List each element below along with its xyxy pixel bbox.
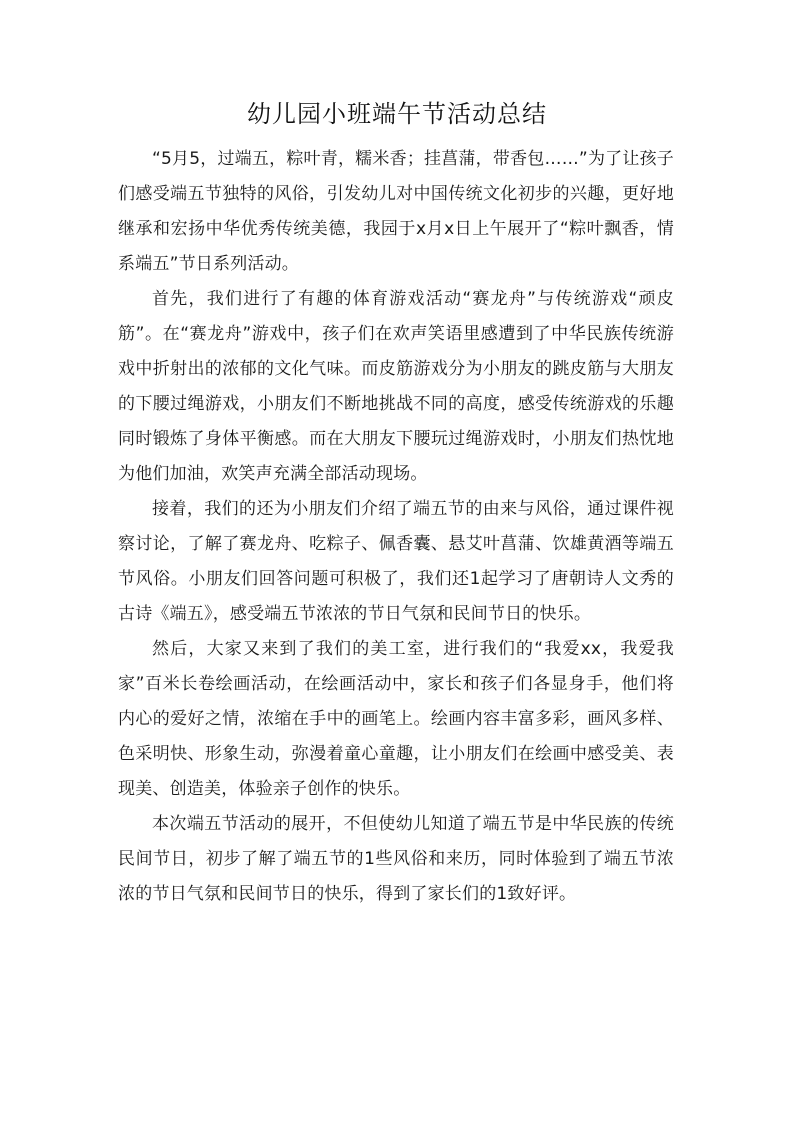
paragraph-intro: “5月5，过端五，粽叶青，糯米香；挂菖蒲，带香包……”为了让孩子们感受端五节独特的风俗，引发幼儿对中国传统文化初步的兴趣，更好地继承和宏扬中华优秀传统美德，我园于x月x日上午展开了“粽叶飘香，情系端五”节日系列活动。 [118,149,674,274]
document-body [118,142,674,912]
paragraph-customs: 接着，我们的还为小朋友们介绍了端五节的由来与风俗，通过课件视察讨论，了解了赛龙舟、吃粽子、佩香囊、悬艾叶菖蒲、饮雄黄酒等端五节风俗。小朋友们回答问题可积极了，我们还1起学习了唐朝诗人文秀的古诗《端五》，感受端五节浓浓的节日气氛和民间节日的快乐。 [118,499,674,624]
paragraph-games: 首先，我们进行了有趣的体育游戏活动“赛龙舟”与传统游戏“顽皮筋”。在“赛龙舟”游戏中，孩子们在欢声笑语里感遭到了中华民族传统游戏中折射出的浓郁的文化气味。而皮筋游戏分为小朋友的跳皮筋与大朋友的下腰过绳游戏，小朋友们不断地挑战不同的高度，感受传统游戏的乐趣同时锻炼了身体平衡感。而在大朋友下腰玩过绳游戏时，小朋友们热忱地为他们加油，欢笑声充满全部活动现场。 [118,289,674,484]
paragraph-conclusion: 本次端五节活动的展开，不但使幼儿知道了端五节是中华民族的传统民间节日，初步了解了端五节的1些风俗和来历，同时体验到了端五节浓浓的节日气氛和民间节日的快乐，得到了家长们的1致好评。 [118,814,674,904]
paragraph-painting: 然后，大家又来到了我们的美工室，进行我们的“我爱xx，我爱我家”百米长卷绘画活动，在绘画活动中，家长和孩子们各显身手，他们将内心的爱好之情，浓缩在手中的画笔上。绘画内容丰富多彩，画风多样、色采明快、形象生动，弥漫着童心童趣，让小朋友们在绘画中感受美、表现美、创造美，体验亲子创作的快乐。 [118,639,674,799]
document-title: 幼儿园小班端午节活动总结 [247,100,547,128]
